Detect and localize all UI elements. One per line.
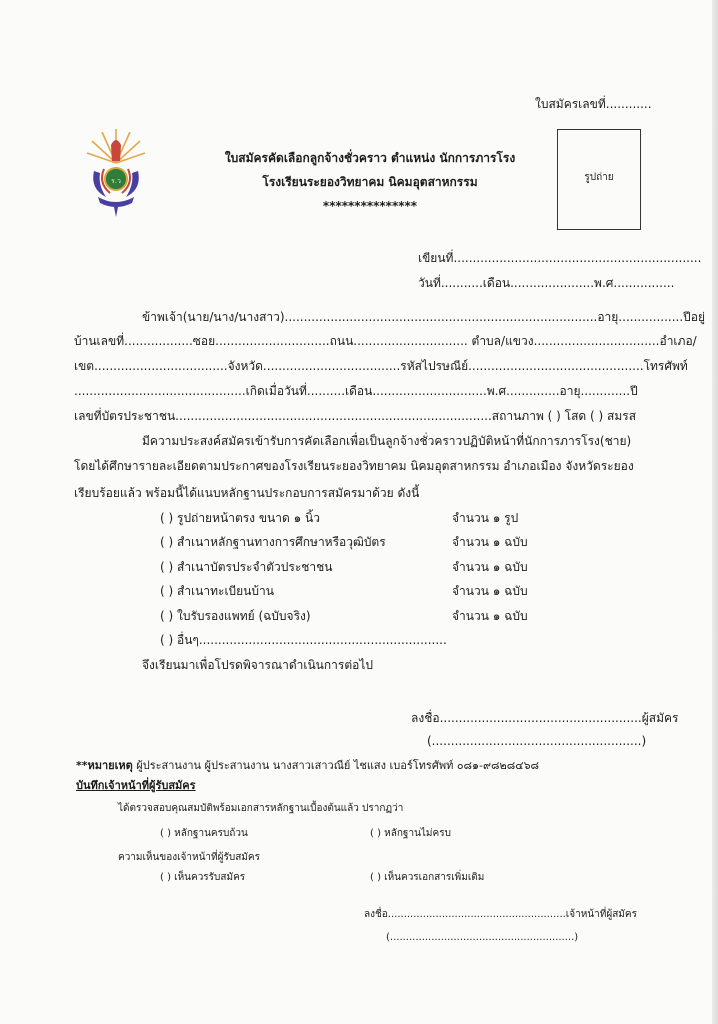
attachment-house-checkbox[interactable]: ( ) สำเนาทะเบียนบ้าน xyxy=(160,584,274,598)
intent-paragraph-3: เรียบร้อยแล้ว พร้อมนี้ได้แนบหลักฐานประกอบการสมัครมาด้วย ดังนี้ xyxy=(74,486,420,500)
attachment-education-qty: จำนวน ๑ ฉบับ xyxy=(452,535,528,549)
evidence-complete-checkbox[interactable]: ( ) หลักฐานครบถ้วน xyxy=(160,828,248,839)
note-text: ผู้ประสานงาน ผู้ประสานงาน นางสาวเสาวณีย์ ไชแสง เบอร์โทรศัพท์ ๐๘๑-๙๘๒๘๔๖๘ xyxy=(136,759,540,772)
attachment-idcard-qty: จำนวน ๑ ฉบับ xyxy=(452,560,528,574)
more-documents-checkbox[interactable]: ( ) เห็นควรเอกสารเพิ่มเติม xyxy=(370,872,485,883)
officer-checked-text: ได้ตรวจสอบคุณสมบัติพร้อมเอกสารหลักฐานเบื้องต้นแล้ว ปรากฏว่า xyxy=(118,803,404,814)
intent-paragraph-2: โดยได้ศึกษารายละเอียดตามประกาศของโรงเรียนระยองวิทยาคม นิคมอุตสาหกรรม อำเภอเมือง จังหวัดระยอง xyxy=(74,459,634,473)
svg-text:ร.ว: ร.ว xyxy=(111,177,121,185)
officer-opinion-label: ความเห็นของเจ้าหน้าที่ผู้รับสมัคร xyxy=(118,852,260,863)
applicant-signature-line[interactable]: ลงชื่อ.....................................................ผู้สมัคร xyxy=(411,711,679,725)
title-stars: *************** xyxy=(322,199,418,213)
address-line[interactable]: บ้านเลขที่..................ซอย..............................ถนน.............................. ตำบล/แขวง.................................อำเภอ/ xyxy=(74,334,697,348)
photo-label: รูปถ่าย xyxy=(584,172,614,183)
attachment-medical-checkbox[interactable]: ( ) ใบรับรองแพทย์ (ฉบับจริง) xyxy=(160,609,311,623)
attachment-photo-qty: จำนวน ๑ รูป xyxy=(452,511,519,525)
photo-box xyxy=(557,129,641,230)
intent-paragraph-1: มีความประสงค์สมัครเข้ารับการคัดเลือกเพื่อเป็นลูกจ้างชั่วคราวปฏิบัติหน้าที่นักการภารโรง(ชาย) xyxy=(142,434,632,448)
accept-applicant-checkbox[interactable]: ( ) เห็นควรรับสมัคร xyxy=(160,872,246,883)
officer-signature-line[interactable]: ลงชื่อ........................................................เจ้าหน้าที่ผู้สมัคร xyxy=(364,909,637,920)
written-at-field[interactable]: เขียนที่................................................................. xyxy=(418,251,702,265)
attachment-idcard-checkbox[interactable]: ( ) สำเนาบัตรประจำตัวประชาชน xyxy=(160,560,333,574)
applicant-name-line[interactable]: ข้าพเจ้า(นาย/นาง/นางสาว)..................................................................................อายุ.................ปีอยู่ xyxy=(142,310,706,324)
attachment-house-qty: จำนวน ๑ ฉบับ xyxy=(452,584,528,598)
evidence-incomplete-checkbox[interactable]: ( ) หลักฐานไม่ครบ xyxy=(370,828,451,839)
applicant-name-parenthesis[interactable]: (.......................................................) xyxy=(427,734,647,748)
date-field[interactable]: วันที่...........เดือน......................พ.ศ................ xyxy=(418,276,675,290)
form-title-line1: ใบสมัครคัดเลือกลูกจ้างชั่วคราว ตำแหน่ง นักการภารโรง xyxy=(224,151,516,165)
birthdate-line[interactable]: .............................................เกิดเมื่อวันที่..........เดือน..............................พ.ศ..............อายุ.............ปี xyxy=(74,384,638,398)
province-line[interactable]: เขต...................................จังหวัด....................................รหัสไปรษณีย์..............................................โทรศัพท์ xyxy=(74,359,688,373)
officer-name-parenthesis[interactable]: (..........................................................) xyxy=(386,932,579,943)
attachment-medical-qty: จำนวน ๑ ฉบับ xyxy=(452,609,528,623)
page-edge-shadow xyxy=(712,0,718,1024)
attachment-education-checkbox[interactable]: ( ) สำเนาหลักฐานทางการศึกษาหรือวุฒิบัตร xyxy=(160,535,386,549)
officer-section-heading: บันทึกเจ้าหน้าที่ผู้รับสมัคร xyxy=(76,779,196,792)
attachment-other-checkbox[interactable]: ( ) อื่นๆ................................................................. xyxy=(160,633,447,647)
id-status-line[interactable]: เลขที่บัตรประชาชน...................................................................................สถานภาพ ( ) โสด ( ) สมรส xyxy=(74,409,637,423)
attachment-photo-checkbox[interactable]: ( ) รูปถ่ายหน้าตรง ขนาด ๑ นิ้ว xyxy=(160,511,320,525)
note-label: **หมายเหตุ xyxy=(76,759,133,772)
note-row xyxy=(76,759,539,772)
application-number: ใบสมัครเลขที่............ xyxy=(535,97,652,111)
closing-text: จึงเรียนมาเพื่อโปรดพิจารณาดำเนินการต่อไป xyxy=(142,658,373,672)
school-emblem-icon xyxy=(84,123,148,219)
form-title-line2: โรงเรียนระยองวิทยาคม นิคมอุตสาหกรรม xyxy=(262,175,478,189)
